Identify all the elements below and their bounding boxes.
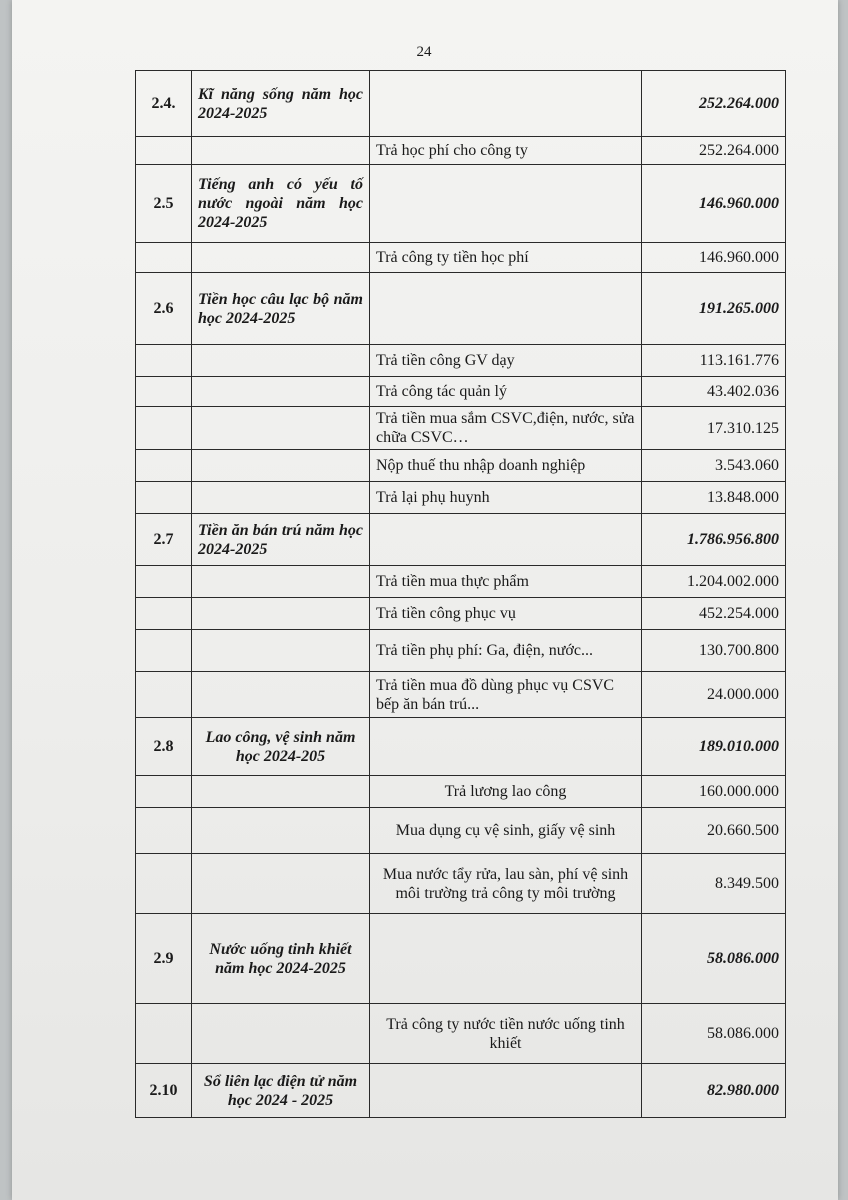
- section-row-2-4: [136, 71, 786, 137]
- item-row: [136, 1004, 786, 1064]
- section-row-2-10: [136, 1064, 786, 1118]
- item-row: [136, 566, 786, 598]
- item-label: Trả lại phụ huynh: [370, 482, 642, 514]
- item-label: Trả tiền công GV dạy: [370, 345, 642, 377]
- section-row-2-5: [136, 165, 786, 243]
- section-row-2-6: [136, 273, 786, 345]
- item-row: [136, 854, 786, 914]
- item-amount: 17.310.125: [642, 407, 786, 450]
- item-label: Trả tiền mua đồ dùng phục vụ CSVC bếp ăn bán trú...: [370, 672, 642, 718]
- item-row: [136, 776, 786, 808]
- item-row: [136, 137, 786, 165]
- item-amount: 43.402.036: [642, 377, 786, 407]
- item-label: Trả lương lao công: [370, 776, 642, 808]
- item-row: [136, 482, 786, 514]
- section-name: Sổ liên lạc điện tử năm học 2024 - 2025: [192, 1064, 370, 1118]
- item-amount: 1.204.002.000: [642, 566, 786, 598]
- section-number: 2.10: [136, 1064, 192, 1118]
- section-number: 2.7: [136, 514, 192, 566]
- item-label: Mua nước tẩy rửa, lau sàn, phí vệ sinh môi trường trả công ty môi trường: [370, 854, 642, 914]
- item-label: Trả học phí cho công ty: [370, 137, 642, 165]
- section-total: 252.264.000: [642, 71, 786, 137]
- section-total: 191.265.000: [642, 273, 786, 345]
- item-amount: 20.660.500: [642, 808, 786, 854]
- item-label: Trả tiền mua thực phẩm: [370, 566, 642, 598]
- item-row: [136, 407, 786, 450]
- section-name: Tiền ăn bán trú năm học 2024-2025: [192, 514, 370, 566]
- section-total: 82.980.000: [642, 1064, 786, 1118]
- item-row: [136, 345, 786, 377]
- item-label: Trả công ty tiền học phí: [370, 243, 642, 273]
- item-label: Trả tiền công phục vụ: [370, 598, 642, 630]
- item-amount: 3.543.060: [642, 450, 786, 482]
- item-row: [136, 243, 786, 273]
- section-total: 189.010.000: [642, 718, 786, 776]
- section-name: Nước uống tinh khiết năm học 2024-2025: [192, 914, 370, 1004]
- item-label: Trả tiền phụ phí: Ga, điện, nước...: [370, 630, 642, 672]
- section-number: 2.5: [136, 165, 192, 243]
- section-total: 58.086.000: [642, 914, 786, 1004]
- section-row-2-8: [136, 718, 786, 776]
- item-label: Trả công ty nước tiền nước uống tinh khiết: [370, 1004, 642, 1064]
- section-number: 2.9: [136, 914, 192, 1004]
- item-amount: 113.161.776: [642, 345, 786, 377]
- section-name: Kĩ năng sống năm học 2024-2025: [192, 71, 370, 137]
- item-row: [136, 598, 786, 630]
- section-row-2-9: [136, 914, 786, 1004]
- item-amount: 13.848.000: [642, 482, 786, 514]
- item-label: Nộp thuế thu nhập doanh nghiệp: [370, 450, 642, 482]
- section-name: Tiền học câu lạc bộ năm học 2024-2025: [192, 273, 370, 345]
- item-row: [136, 630, 786, 672]
- section-number: 2.6: [136, 273, 192, 345]
- section-name: Tiếng anh có yếu tố nước ngoài năm học 2024-2025: [192, 165, 370, 243]
- item-label: Mua dụng cụ vệ sinh, giấy vệ sinh: [370, 808, 642, 854]
- item-amount: 452.254.000: [642, 598, 786, 630]
- section-name: Lao công, vệ sinh năm học 2024-205: [192, 718, 370, 776]
- item-label: Trả tiền mua sắm CSVC,điện, nước, sửa chữa CSVC…: [370, 407, 642, 450]
- item-row: [136, 808, 786, 854]
- item-row: [136, 672, 786, 718]
- item-amount: 146.960.000: [642, 243, 786, 273]
- item-amount: 24.000.000: [642, 672, 786, 718]
- section-number: 2.4.: [136, 71, 192, 137]
- page-number: 24: [416, 44, 432, 60]
- item-row: [136, 450, 786, 482]
- budget-table: [135, 70, 786, 1118]
- item-amount: 130.700.800: [642, 630, 786, 672]
- section-total: 1.786.956.800: [642, 514, 786, 566]
- section-row-2-7: [136, 514, 786, 566]
- item-label: Trả công tác quản lý: [370, 377, 642, 407]
- item-amount: 8.349.500: [642, 854, 786, 914]
- item-amount: 160.000.000: [642, 776, 786, 808]
- section-total: 146.960.000: [642, 165, 786, 243]
- item-amount: 252.264.000: [642, 137, 786, 165]
- section-number: 2.8: [136, 718, 192, 776]
- item-amount: 58.086.000: [642, 1004, 786, 1064]
- item-row: [136, 377, 786, 407]
